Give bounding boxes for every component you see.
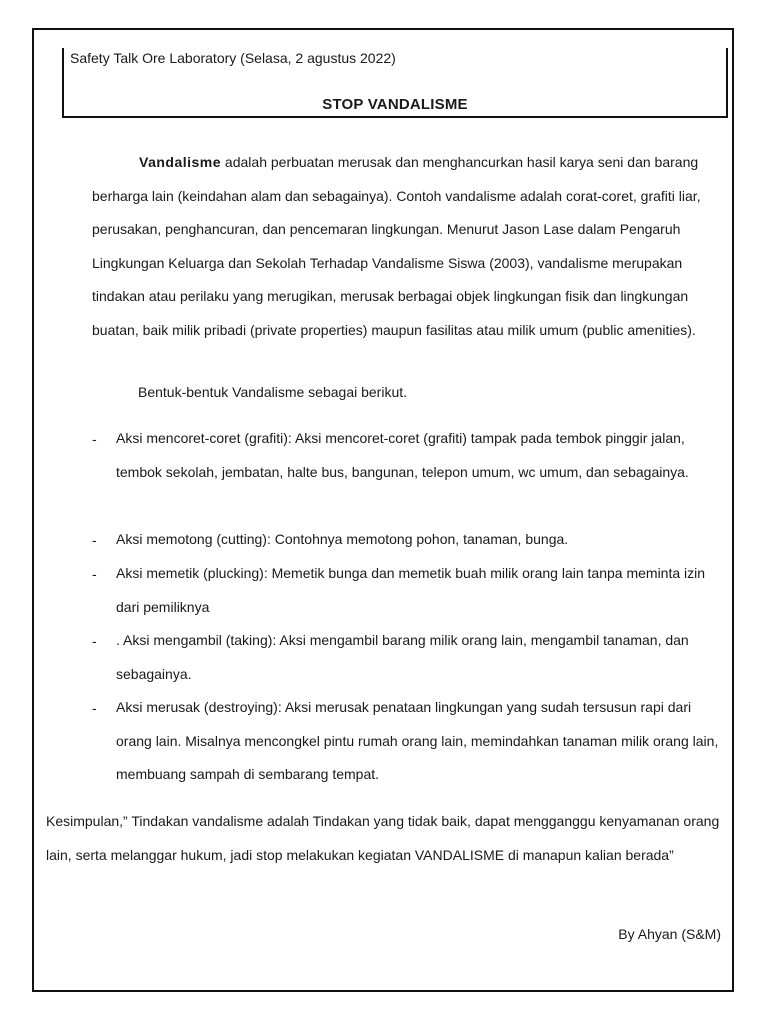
bullet-marker: -	[92, 566, 97, 582]
conclusion-paragraph: Kesimpulan,” Tindakan vandalisme adalah Tindakan yang tidak baik, dapat mengganggu kenyamanan orang lain, serta melanggar hukum, jadi stop melakukan kegiatan VANDALISME di manapun kalian berada”	[46, 813, 720, 863]
intro-paragraph	[92, 146, 724, 347]
bullet-marker: -	[92, 532, 97, 548]
header-line: Safety Talk Ore Laboratory (Selasa, 2 agustus 2022)	[70, 50, 396, 66]
intro-text: adalah perbuatan merusak dan menghancurkan hasil karya seni dan barang berharga lain (keindahan alam dan sebagainya). Contoh vandalisme adalah corat-coret, grafiti liar, perusakan, penghancuran, dan pencemaran lingkungan. Menurut Jason Lase dalam Pengaruh Lingkungan Keluarga dan Sekolah Terhadap Vandalisme Siswa (2003), vandalisme merupakan tindakan atau perilaku yang merugikan, merusak berbagai objek lingkungan fisik dan lingkungan buatan, baik milik pribadi (private properties) maupun fasilitas atau milik umum (public amenities).	[92, 154, 701, 338]
bullet-marker: -	[92, 633, 97, 649]
list-item: Aksi mencoret-coret (grafiti): Aksi mencoret-coret (grafiti) tampak pada tembok pinggir jalan, tembok sekolah, jembatan, halte bus, bangunan, telepon umum, wc umum, dan sebagainya.	[116, 430, 689, 480]
list-item: Aksi memotong (cutting): Contohnya memotong pohon, tanaman, bunga.	[116, 531, 569, 547]
page-title: STOP VANDALISME	[322, 96, 468, 113]
list-item: Aksi merusak (destroying): Aksi merusak penataan lingkungan yang sudah tersusun rapi dari orang lain. Misalnya mencongkel pintu rumah orang lain, memindahkan tanaman milik orang lain, membuang sampah di sembarang tempat.	[116, 699, 719, 782]
bullet-marker: -	[92, 700, 97, 716]
bullet-marker: -	[92, 431, 97, 447]
bullets-lead: Bentuk-bentuk Vandalisme sebagai berikut.	[138, 384, 408, 400]
list-item: Aksi memetik (plucking): Memetik bunga dan memetik buah milik orang lain tanpa meminta izin dari pemiliknya	[116, 565, 706, 615]
author-byline: By Ahyan (S&M)	[618, 926, 721, 942]
list-item: . Aksi mengambil (taking): Aksi mengambil barang milik orang lain, mengambil tanaman, dan sebagainya.	[116, 632, 689, 682]
intro-term: Vandalisme	[139, 154, 222, 170]
